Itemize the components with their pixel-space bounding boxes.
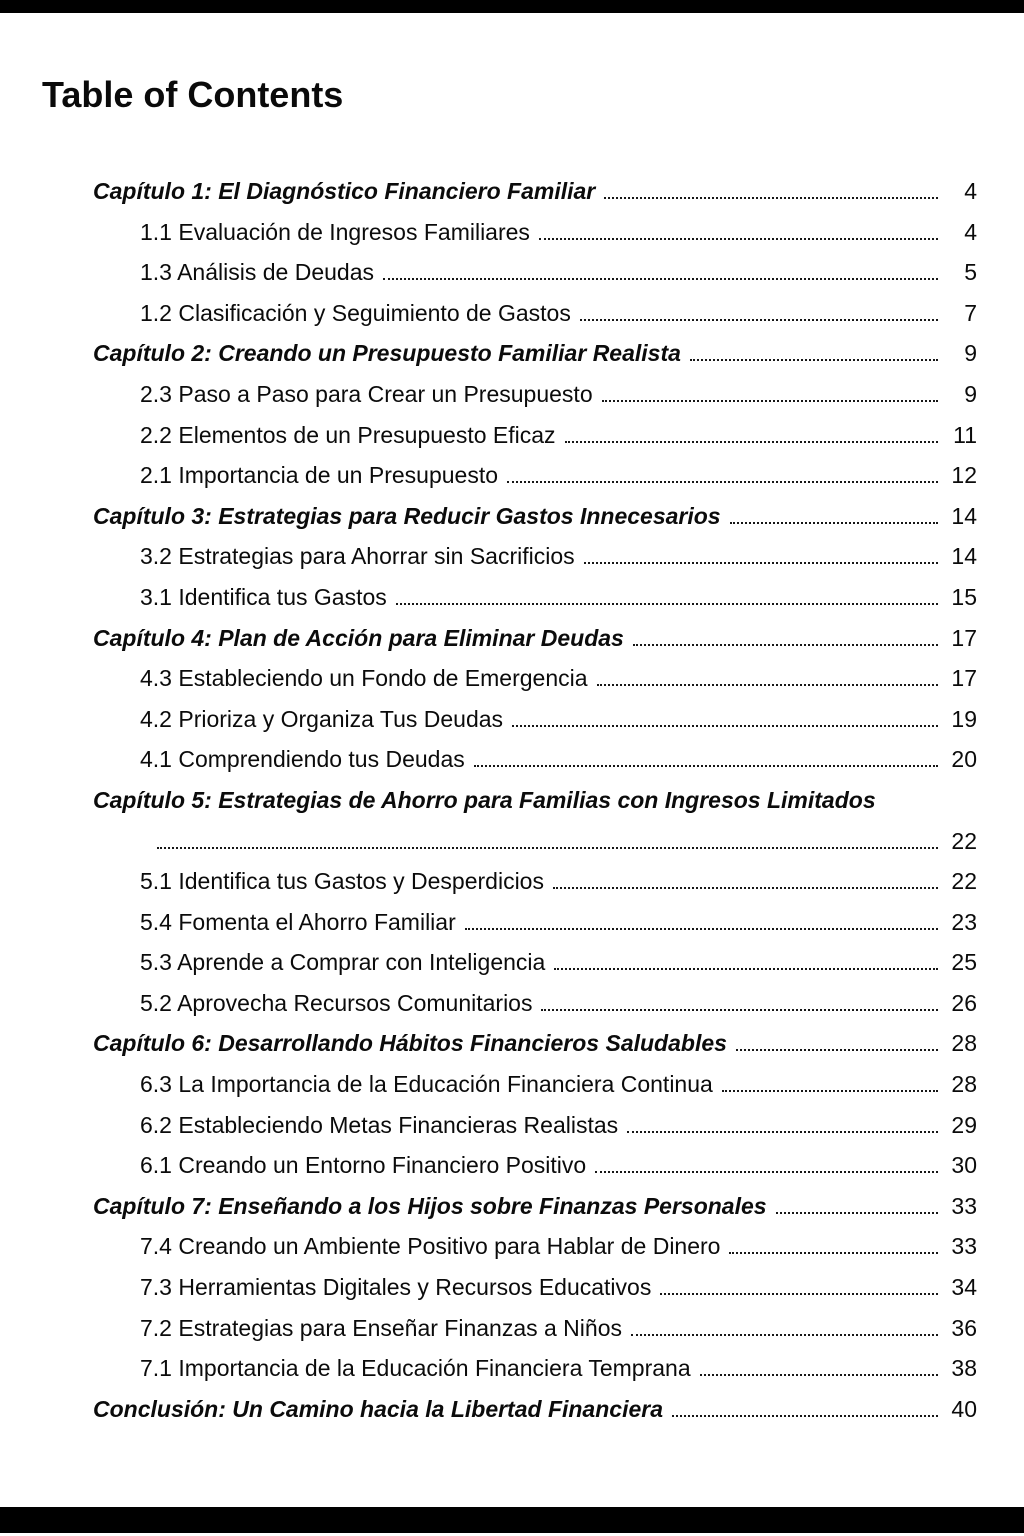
- dot-leader: [597, 684, 938, 686]
- toc-entry[interactable]: [93, 1396, 977, 1423]
- toc-entry-label: Capítulo 1: El Diagnóstico Financiero Familiar: [93, 178, 596, 204]
- toc-entry-page: 33: [951, 1192, 977, 1219]
- toc-entry-page: 28: [951, 1030, 977, 1057]
- dot-leader: [539, 238, 938, 240]
- toc-entry-page: 29: [951, 1111, 977, 1138]
- toc-entry-label: Conclusión: Un Camino hacia la Libertad Financiera: [93, 1395, 663, 1422]
- toc-entry[interactable]: [140, 1112, 977, 1139]
- dot-leader: [383, 278, 938, 280]
- toc-entry-page: 4: [964, 178, 977, 204]
- toc-entry-label: Capítulo 5: Estrategias de Ahorro para Familias con Ingresos Limitados: [93, 786, 876, 813]
- toc-entry[interactable]: [140, 1152, 977, 1179]
- toc-entry-page: 26: [951, 989, 977, 1016]
- toc-entry-label: 6.3 La Importancia de la Educación Financiera Continua: [140, 1071, 713, 1098]
- toc-entry-label: 7.4 Creando un Ambiente Positivo para Hablar de Dinero: [140, 1233, 721, 1260]
- toc-entry[interactable]: [148, 828, 977, 855]
- toc-entry-label: Capítulo 2: Creando un Presupuesto Familiar Realista: [93, 340, 681, 367]
- toc-entry[interactable]: [140, 219, 977, 246]
- toc-entry-label: 2.3 Paso a Paso para Crear un Presupuesto: [140, 380, 593, 407]
- toc-entry[interactable]: [140, 543, 977, 570]
- toc-entry-label: 2.2 Elementos de un Presupuesto Eficaz: [140, 421, 556, 448]
- top-border-bar: [0, 0, 1024, 13]
- dot-leader: [730, 522, 938, 524]
- dot-leader: [554, 968, 938, 970]
- toc-entry[interactable]: [140, 949, 977, 976]
- toc-entry[interactable]: [140, 1274, 977, 1301]
- toc-entry-page: 17: [951, 624, 977, 651]
- toc-entry[interactable]: [140, 706, 977, 733]
- toc-entry[interactable]: [140, 909, 977, 936]
- toc-entry-label: Capítulo 7: Enseñando a los Hijos sobre Finanzas Personales: [93, 1192, 767, 1219]
- toc-entry-label: 2.1 Importancia de un Presupuesto: [140, 462, 499, 489]
- dot-leader: [507, 481, 938, 483]
- dot-leader: [627, 1131, 938, 1133]
- toc-entry-label: 7.3 Herramientas Digitales y Recursos Educativos: [140, 1274, 652, 1301]
- dot-leader: [690, 359, 938, 361]
- toc-entry-label: 5.3 Aprende a Comprar con Inteligencia: [140, 949, 546, 976]
- dot-leader: [604, 197, 938, 199]
- toc-entry-label: Capítulo 6: Desarrollando Hábitos Financieros Saludables: [93, 1030, 727, 1057]
- dot-leader: [474, 765, 938, 767]
- dot-leader: [776, 1212, 938, 1214]
- toc-entry[interactable]: [93, 178, 977, 205]
- toc-entry[interactable]: [93, 1030, 977, 1057]
- dot-leader: [396, 603, 938, 605]
- toc-entry[interactable]: [140, 990, 977, 1017]
- toc-entry[interactable]: [93, 1193, 977, 1220]
- toc-entry-label: 4.3 Estableciendo un Fondo de Emergencia: [140, 665, 588, 692]
- dot-leader: [595, 1171, 938, 1173]
- toc-entry[interactable]: [93, 340, 977, 367]
- toc-entry-label: Capítulo 4: Plan de Acción para Eliminar Deudas: [93, 624, 624, 651]
- toc-entry-page: 4: [964, 218, 977, 245]
- toc-entry[interactable]: [93, 503, 977, 530]
- toc-entry-page: 25: [951, 949, 977, 976]
- toc-entry-page: 22: [951, 868, 977, 895]
- dot-leader: [736, 1049, 938, 1051]
- toc-entry-page: 14: [951, 502, 977, 529]
- toc-entry-label: 5.4 Fomenta el Ahorro Familiar: [140, 908, 456, 935]
- dot-leader: [541, 1009, 938, 1011]
- toc-entry-page: 9: [964, 340, 977, 367]
- toc-entry[interactable]: [93, 787, 977, 814]
- toc-entry-label: 5.1 Identifica tus Gastos y Desperdicios: [140, 868, 544, 895]
- toc-entry[interactable]: [140, 665, 977, 692]
- toc-entry-label: 1.3 Análisis de Deudas: [140, 259, 374, 286]
- toc-entry[interactable]: [140, 381, 977, 408]
- dot-leader: [553, 887, 938, 889]
- toc-entry-page: 40: [951, 1395, 977, 1422]
- toc-entry-page: 30: [951, 1152, 977, 1179]
- toc-entry[interactable]: [140, 584, 977, 611]
- dot-leader: [660, 1293, 938, 1295]
- toc-entry-label: 4.2 Prioriza y Organiza Tus Deudas: [140, 705, 504, 732]
- toc-entry[interactable]: [140, 462, 977, 489]
- toc-entry[interactable]: [140, 1315, 977, 1342]
- toc-entry[interactable]: [140, 1071, 977, 1098]
- dot-leader: [565, 441, 938, 443]
- table-of-contents: [93, 178, 977, 1436]
- toc-entry-page: 28: [951, 1071, 977, 1098]
- toc-entry-page: 9: [964, 380, 977, 407]
- toc-entry-label: 4.1 Comprendiendo tus Deudas: [140, 746, 465, 773]
- dot-leader: [602, 400, 938, 402]
- toc-entry-page: 12: [951, 462, 977, 489]
- toc-entry-label: 3.2 Estrategias para Ahorrar sin Sacrificios: [140, 543, 575, 570]
- toc-entry[interactable]: [140, 259, 977, 286]
- toc-entry-label: 6.2 Estableciendo Metas Financieras Realistas: [140, 1111, 619, 1138]
- toc-entry-label: 1.2 Clasificación y Seguimiento de Gastos: [140, 299, 571, 326]
- toc-entry-label: 3.1 Identifica tus Gastos: [140, 583, 387, 610]
- toc-entry-page: 34: [951, 1274, 977, 1301]
- page-title: Table of Contents: [42, 74, 344, 115]
- toc-entry-label: Capítulo 3: Estrategias para Reducir Gastos Innecesarios: [93, 502, 721, 529]
- dot-leader: [465, 928, 938, 930]
- toc-entry[interactable]: [140, 1233, 977, 1260]
- toc-entry-page: 11: [953, 421, 977, 448]
- toc-entry-page: 17: [951, 665, 977, 692]
- toc-entry[interactable]: [140, 300, 977, 327]
- toc-entry[interactable]: [140, 422, 977, 449]
- dot-leader: [157, 847, 938, 849]
- toc-entry-page: 7: [964, 299, 977, 326]
- toc-entry-page: 15: [951, 583, 977, 610]
- toc-entry-page: 23: [951, 908, 977, 935]
- toc-entry-page: 33: [951, 1233, 977, 1260]
- toc-entry-label: 1.1 Evaluación de Ingresos Familiares: [140, 218, 530, 245]
- toc-entry[interactable]: [140, 1355, 977, 1382]
- toc-entry[interactable]: [140, 868, 977, 895]
- toc-entry-label: 7.2 Estrategias para Enseñar Finanzas a Niños: [140, 1314, 622, 1341]
- toc-entry-page: 38: [951, 1355, 977, 1382]
- toc-entry-page: 36: [951, 1314, 977, 1341]
- dot-leader: [584, 562, 938, 564]
- toc-entry-label: 6.1 Creando un Entorno Financiero Positivo: [140, 1152, 587, 1179]
- dot-leader: [700, 1374, 938, 1376]
- toc-entry-label: 7.1 Importancia de la Educación Financiera Temprana: [140, 1355, 691, 1382]
- dot-leader: [729, 1252, 938, 1254]
- toc-entry-page: 19: [951, 705, 977, 732]
- toc-entry-label: 5.2 Aprovecha Recursos Comunitarios: [140, 989, 533, 1016]
- toc-entry[interactable]: [140, 746, 977, 773]
- toc-entry-page: 14: [951, 543, 977, 570]
- bottom-border-bar: [0, 1507, 1024, 1533]
- dot-leader: [722, 1090, 938, 1092]
- dot-leader: [672, 1415, 938, 1417]
- toc-entry-page: 20: [951, 746, 977, 773]
- dot-leader: [631, 1334, 938, 1336]
- dot-leader: [580, 319, 938, 321]
- toc-entry-page: 22: [951, 827, 977, 854]
- toc-entry[interactable]: [93, 625, 977, 652]
- dot-leader: [633, 644, 938, 646]
- toc-entry-page: 5: [964, 259, 977, 286]
- dot-leader: [512, 725, 938, 727]
